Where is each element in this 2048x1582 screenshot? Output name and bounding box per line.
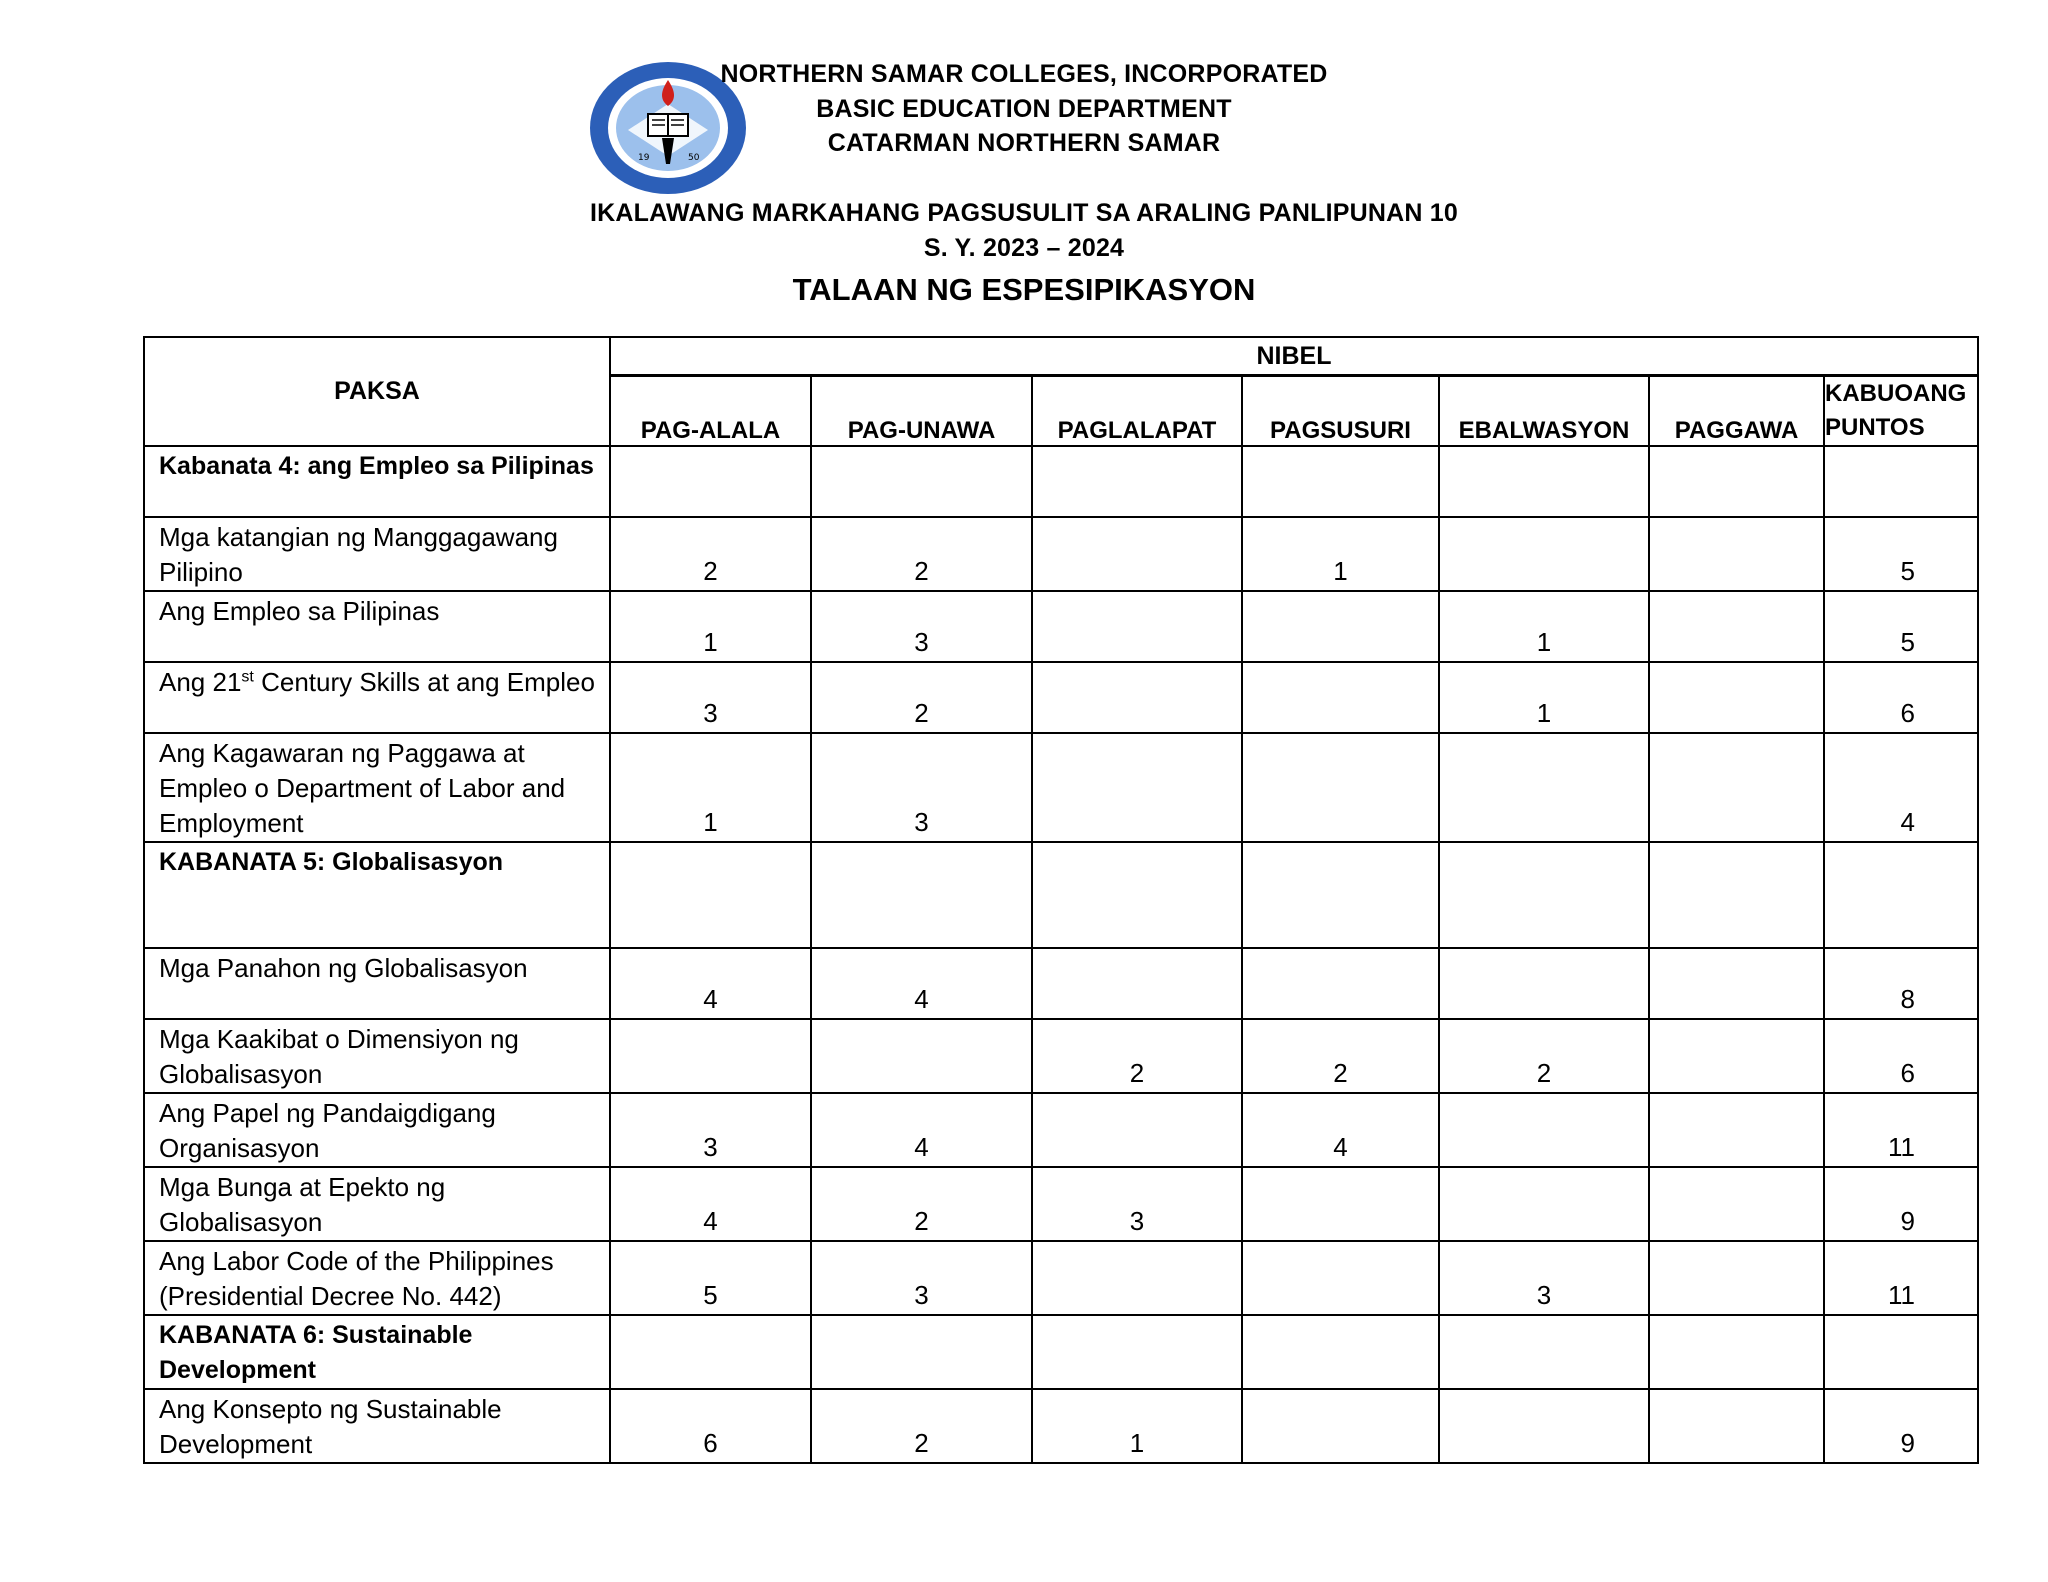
column-header-level: PAG-ALALA (610, 376, 811, 447)
topic-cell (144, 662, 610, 733)
column-header-level: PAGGAWA (1649, 376, 1824, 447)
level-value-cell: 2 (811, 1167, 1032, 1241)
total-points-cell: 5 (1824, 591, 1978, 662)
level-value-cell (1439, 1389, 1649, 1463)
level-value-cell (1242, 446, 1439, 517)
level-value-cell (1439, 1315, 1649, 1389)
level-value-cell (1439, 842, 1649, 948)
level-value-cell (811, 1315, 1032, 1389)
column-header-paksa: PAKSA (144, 337, 610, 446)
level-value-cell (1649, 662, 1824, 733)
level-value-cell: 3 (610, 1093, 811, 1167)
topic-cell: Ang Empleo sa Pilipinas (144, 591, 610, 662)
svg-text:50: 50 (688, 153, 700, 163)
level-value-cell: 5 (610, 1241, 811, 1315)
table-row (144, 733, 1978, 842)
level-value-cell (1032, 733, 1242, 842)
table-row (144, 1093, 1978, 1167)
table-row (144, 591, 1978, 662)
level-value-cell (610, 446, 811, 517)
table-body (144, 446, 1978, 1463)
topic-cell: Mga Bunga at Epekto ng Globalisasyon (144, 1167, 610, 1241)
institution-name: NORTHERN SAMAR COLLEGES, INCORPORATED (720, 60, 1328, 88)
specification-table (143, 336, 1979, 1464)
level-value-cell (1649, 1315, 1824, 1389)
svg-text:19: 19 (638, 153, 650, 163)
level-value-cell (1242, 591, 1439, 662)
table-row (144, 1389, 1978, 1463)
chapter-title: KABANATA 6: Sustainable Development (144, 1315, 610, 1389)
level-value-cell (1242, 1241, 1439, 1315)
level-value-cell (1032, 662, 1242, 733)
level-value-cell: 3 (1032, 1167, 1242, 1241)
level-value-cell (1649, 517, 1824, 591)
topic-superscript: st (241, 668, 254, 686)
column-header-total (1824, 376, 1978, 447)
level-value-cell: 1 (1439, 662, 1649, 733)
exam-title: IKALAWANG MARKAHANG PAGSUSULIT SA ARALING PANLIPUNAN 10 (590, 199, 1458, 227)
chapter-row (144, 446, 1978, 517)
topic-cell: Ang Kagawaran ng Paggawa at Empleo o Department of Labor and Employment (144, 733, 610, 842)
total-points-cell: 9 (1824, 1167, 1978, 1241)
level-value-cell: 2 (811, 517, 1032, 591)
level-value-cell: 1 (1439, 591, 1649, 662)
column-header-level: PAGSUSURI (1242, 376, 1439, 447)
column-header-level: PAGLALAPAT (1032, 376, 1242, 447)
level-value-cell (610, 842, 811, 948)
school-year: S. Y. 2023 – 2024 (923, 234, 1125, 262)
table-row (144, 948, 1978, 1019)
column-group-nibel: NIBEL (610, 337, 1978, 376)
level-value-cell (1032, 591, 1242, 662)
level-value-cell: 2 (610, 517, 811, 591)
topic-cell: Mga Kaakibat o Dimensiyon ng Globalisasyon (144, 1019, 610, 1093)
level-value-cell: 4 (1242, 1093, 1439, 1167)
level-value-cell (1032, 1241, 1242, 1315)
level-value-cell: 3 (811, 1241, 1032, 1315)
level-value-cell: 4 (811, 948, 1032, 1019)
level-value-cell: 2 (1439, 1019, 1649, 1093)
level-value-cell (1032, 517, 1242, 591)
level-value-cell: 3 (811, 591, 1032, 662)
level-value-cell: 3 (1439, 1241, 1649, 1315)
total-points-cell: 9 (1824, 1389, 1978, 1463)
total-points-cell (1824, 842, 1978, 948)
school-location: CATARMAN NORTHERN SAMAR (827, 129, 1221, 157)
level-value-cell (1439, 517, 1649, 591)
topic-text: Century Skills at ang Empleo (253, 667, 595, 697)
level-value-cell: 1 (1242, 517, 1439, 591)
total-points-cell: 6 (1824, 662, 1978, 733)
level-value-cell (1649, 1241, 1824, 1315)
level-value-cell: 3 (811, 733, 1032, 842)
level-value-cell (1242, 733, 1439, 842)
level-value-cell: 1 (1032, 1389, 1242, 1463)
chapter-title: Kabanata 4: ang Empleo sa Pilipinas (144, 446, 610, 517)
total-points-cell: 11 (1824, 1241, 1978, 1315)
column-header-level: EBALWASYON (1439, 376, 1649, 447)
topic-cell: Mga Panahon ng Globalisasyon (144, 948, 610, 1019)
table-row (144, 1167, 1978, 1241)
level-value-cell: 2 (811, 1389, 1032, 1463)
level-value-cell (811, 842, 1032, 948)
level-value-cell: 2 (811, 662, 1032, 733)
total-points-cell: 11 (1824, 1093, 1978, 1167)
total-points-cell (1824, 1315, 1978, 1389)
level-value-cell (1032, 446, 1242, 517)
total-points-cell: 6 (1824, 1019, 1978, 1093)
level-value-cell (1649, 1093, 1824, 1167)
chapter-row (144, 842, 1978, 948)
level-value-cell (1242, 842, 1439, 948)
level-value-cell (811, 1019, 1032, 1093)
topic-cell: Ang Konsepto ng Sustainable Development (144, 1389, 610, 1463)
document-title: TALAAN NG ESPESIPIKASYON (792, 272, 1256, 307)
level-value-cell (1439, 446, 1649, 517)
level-value-cell (1439, 733, 1649, 842)
level-value-cell (1439, 1167, 1649, 1241)
level-value-cell (610, 1019, 811, 1093)
level-value-cell (1032, 948, 1242, 1019)
total-points-cell: 4 (1824, 733, 1978, 842)
level-value-cell (811, 446, 1032, 517)
level-value-cell (1439, 1093, 1649, 1167)
table-row (144, 1019, 1978, 1093)
topic-cell: Ang Papel ng Pandaigdigang Organisasyon (144, 1093, 610, 1167)
level-value-cell (1242, 948, 1439, 1019)
level-value-cell: 2 (1242, 1019, 1439, 1093)
table-row (144, 1241, 1978, 1315)
level-value-cell (1242, 1389, 1439, 1463)
level-value-cell: 1 (610, 591, 811, 662)
level-value-cell (1649, 591, 1824, 662)
topic-cell: Ang Labor Code of the Philippines (Presidential Decree No. 442) (144, 1241, 610, 1315)
level-value-cell (1242, 1315, 1439, 1389)
level-value-cell: 3 (610, 662, 811, 733)
total-points-cell: 5 (1824, 517, 1978, 591)
level-value-cell: 4 (811, 1093, 1032, 1167)
total-points-cell: 8 (1824, 948, 1978, 1019)
level-value-cell (1649, 842, 1824, 948)
level-value-cell (1649, 948, 1824, 1019)
level-value-cell (1439, 948, 1649, 1019)
level-value-cell: 1 (610, 733, 811, 842)
level-value-cell (1032, 1093, 1242, 1167)
level-value-cell (1242, 1167, 1439, 1241)
level-value-cell (1032, 1315, 1242, 1389)
level-value-cell (1649, 1019, 1824, 1093)
level-value-cell: 2 (1032, 1019, 1242, 1093)
level-value-cell (1649, 1389, 1824, 1463)
level-value-cell (1649, 733, 1824, 842)
level-value-cell: 6 (610, 1389, 811, 1463)
level-value-cell (1242, 662, 1439, 733)
chapter-title: KABANATA 5: Globalisasyon (144, 842, 610, 948)
total-points-cell (1824, 446, 1978, 517)
level-value-cell (1032, 842, 1242, 948)
topic-cell: Mga katangian ng Manggagawang Pilipino (144, 517, 610, 591)
level-value-cell: 4 (610, 948, 811, 1019)
level-value-cell (1649, 446, 1824, 517)
department-name: BASIC EDUCATION DEPARTMENT (816, 95, 1232, 123)
topic-text: Ang 21 (159, 667, 242, 697)
table-row (144, 517, 1978, 591)
level-value-cell (610, 1315, 811, 1389)
total-label-line-2: PUNTOS (1825, 414, 1925, 441)
column-header-level: PAG-UNAWA (811, 376, 1032, 447)
level-value-cell: 4 (610, 1167, 811, 1241)
chapter-row (144, 1315, 1978, 1389)
table-row (144, 662, 1978, 733)
level-value-cell (1649, 1167, 1824, 1241)
total-label-line-1: KABUOANG (1825, 380, 1967, 407)
